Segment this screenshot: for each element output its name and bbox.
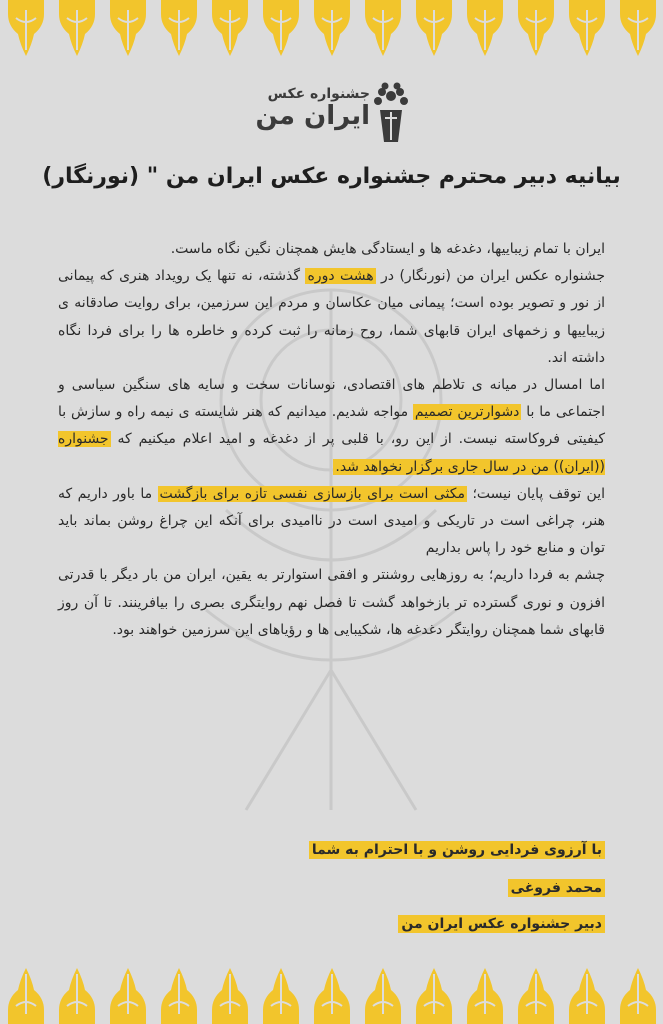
- flower-ornament-icon: [2, 0, 50, 58]
- flower-ornament-icon: [461, 966, 509, 1024]
- flower-ornament-icon: [104, 0, 152, 58]
- bottom-ornament-border: [0, 966, 663, 1024]
- logo-emblem-icon: [372, 82, 410, 144]
- flower-ornament-icon: [410, 0, 458, 58]
- paragraph-2-part-a: جشنواره عکس ایران من (نورنگار) در: [375, 268, 605, 285]
- highlight-pause: مکثی است برای بازسازی نفسی تازه برای بازگشت: [159, 485, 465, 502]
- highlight-hardest-decision: دشوارترین تصمیم: [414, 404, 520, 421]
- flower-ornament-icon: [512, 966, 560, 1024]
- flower-ornament-icon: [359, 966, 407, 1024]
- flower-ornament-icon: [563, 0, 611, 58]
- flower-ornament-icon: [359, 0, 407, 58]
- flower-ornament-icon: [2, 966, 50, 1024]
- flower-ornament-icon: [155, 0, 203, 58]
- flower-ornament-icon: [257, 966, 305, 1024]
- signoff-wish: [58, 838, 605, 862]
- page-title: بیانیه دبیر محترم جشنواره عکس ایران من " (نورنگار): [42, 164, 621, 189]
- highlight-eight-editions: هشت دوره: [307, 268, 374, 285]
- flower-ornament-icon: [410, 966, 458, 1024]
- paragraph-3-part-a: اما امسال در میانه ی تلاطم های اقتصادی، نوسانات سخت و سایه های سنگین سیاسی و اجتماعی ما با: [58, 377, 605, 421]
- flower-ornament-icon: [206, 0, 254, 58]
- flower-ornament-icon: [308, 0, 356, 58]
- signoff-name-text: محمد فروغی: [508, 879, 605, 897]
- paragraph-4-part-a: این توقف پایان نیست؛: [467, 485, 605, 502]
- paragraph-4: [58, 481, 605, 563]
- flower-ornament-icon: [461, 0, 509, 58]
- paragraph-5: چشم به فردا داریم؛ به روزهایی روشنتر و افقی استوارتر به یقین، ایران من بار دیگر با قدرتی افزون و نوری گسترده تر بازخواهد گشت تا فصل نهم روایتگری بصری را بیافرینند. تا آن روز قابهای شما همچنان روایتگر دغدغه ها، شکیبایی ها و رؤیاهای این سرزمین خواهند بود.: [58, 567, 605, 638]
- statement-body: [58, 236, 605, 644]
- flower-ornament-icon: [308, 966, 356, 1024]
- flower-ornament-icon: [614, 966, 662, 1024]
- flower-ornament-icon: [614, 0, 662, 58]
- paragraph-2-part-b: گذشته، نه تنها یک رویداد هنری که پیمانی از نور و تصویر بوده است؛ پیمانی میان عکاسان و مردم این سرزمین، برای روایت صادقانه ی زیباییها و زخمهای ایران قابهای شما، روح زمانه را ثبت کرده و خاطره ها را برای فردا نگاه داشته اند.: [58, 268, 605, 366]
- logo-text: [250, 86, 370, 130]
- flower-ornament-icon: [53, 966, 101, 1024]
- logo-line1: جشنواره عکس: [267, 86, 370, 102]
- paragraph-3: [58, 372, 605, 481]
- signoff-role-text: دبیر جشنواره عکس ایران من: [398, 915, 605, 933]
- flower-ornament-icon: [104, 966, 152, 1024]
- paragraph-2: [58, 263, 605, 372]
- signoff-role: [58, 912, 605, 936]
- paragraph-3-part-b: مواجه شدیم. میدانیم که هنر شایسته ی نیمه راه و سازش با کیفیتی فروکاسته نیست. از این رو، با قلبی پر از دغدغه و امید اعلام میکنیم که: [58, 404, 605, 448]
- flower-ornament-icon: [512, 0, 560, 58]
- highlight-not-held: جشنواره ((ایران)) من در سال جاری برگزار نخواهد شد.: [58, 431, 605, 475]
- flower-ornament-icon: [257, 0, 305, 58]
- paragraph-1: ایران با تمام زیباییها، دغدغه ها و ایستادگی هایش همچنان نگین نگاه ماست.: [170, 241, 605, 257]
- flower-ornament-icon: [53, 0, 101, 58]
- top-ornament-border: [0, 0, 663, 58]
- flower-ornament-icon: [563, 966, 611, 1024]
- flower-ornament-icon: [206, 966, 254, 1024]
- signoff-wish-text: با آرزوی فردایی روشن و با احترام به شما: [309, 841, 605, 859]
- festival-logo: [250, 82, 420, 152]
- paragraph-4-part-b: ما باور داریم که هنر، چراغی است در تاریکی و امیدی است در ناامیدی برای آنکه این چراغ روشن بماند باید توان و منابع خود را پاس بداریم: [58, 485, 605, 557]
- flower-ornament-icon: [155, 966, 203, 1024]
- logo-line2: ایران من: [255, 101, 370, 131]
- signoff-name: [58, 876, 605, 900]
